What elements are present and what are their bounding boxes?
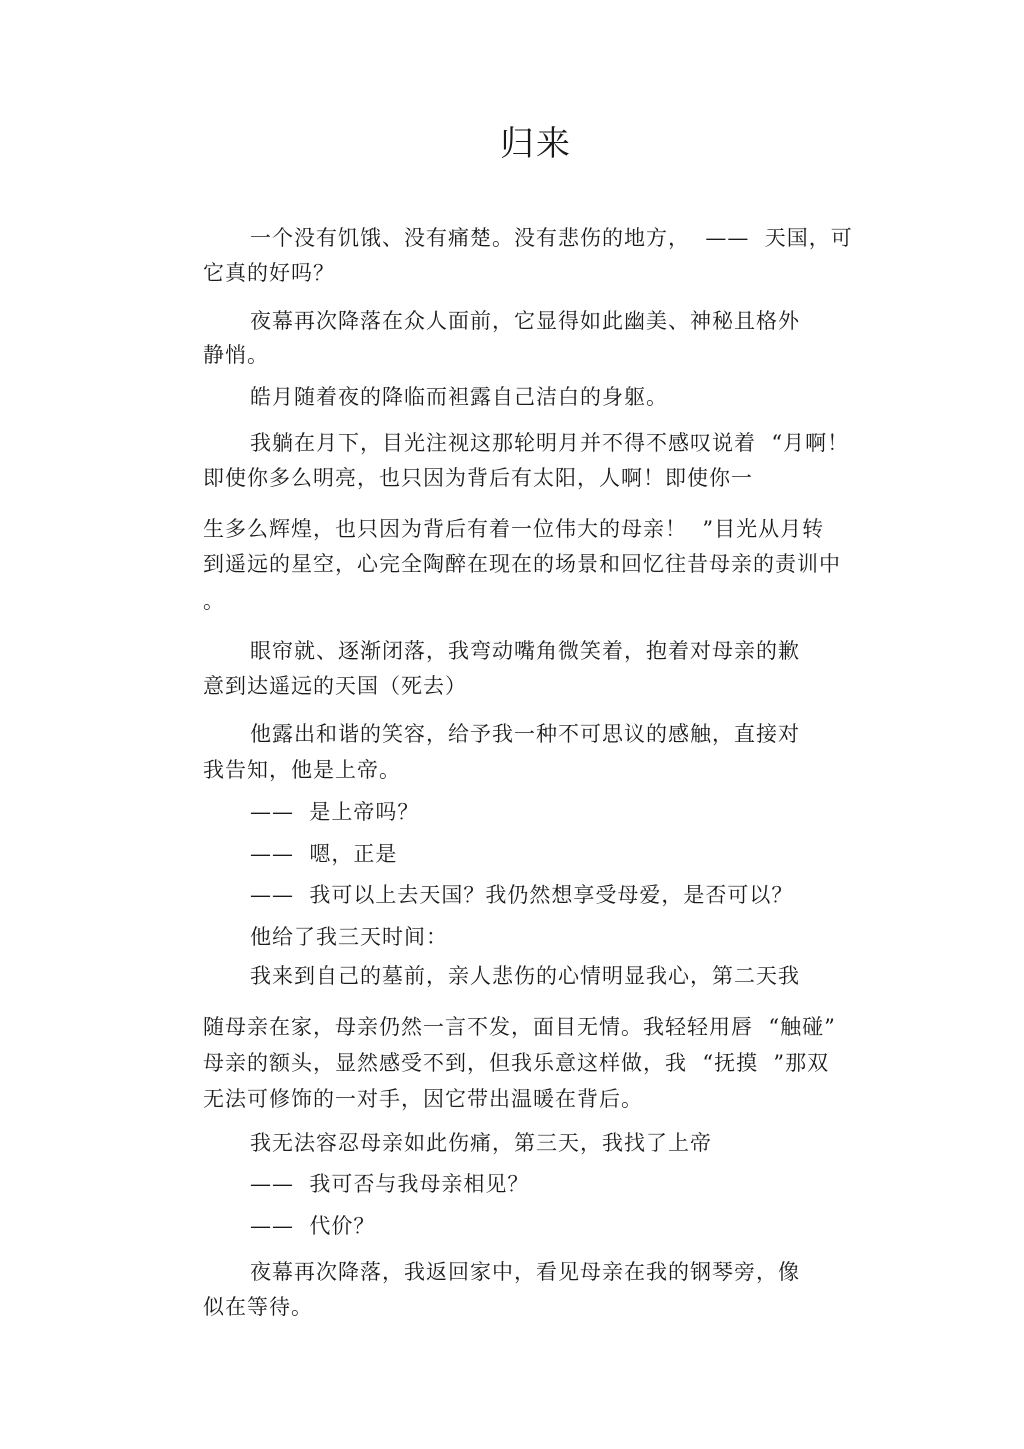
text-line: 夜幕再次降落在众人面前，它显得如此幽美、神秘且格外 bbox=[250, 309, 800, 333]
text-line: 我躺在月下，目光注视这那轮明月并不得不感叹说着 “月啊！ bbox=[250, 431, 850, 455]
text-line: 他露出和谐的笑容，给予我一种不可思议的感触，直接对 bbox=[250, 722, 800, 746]
text-line: —— 我可否与我母亲相见？ bbox=[250, 1172, 530, 1196]
text-line: —— 代价？ bbox=[250, 1214, 376, 1238]
text-line: 到遥远的星空，心完全陶醉在现在的场景和回忆往昔母亲的责训中 bbox=[203, 552, 841, 576]
text-line: 。 bbox=[203, 589, 225, 613]
text-line: 生多么辉煌，也只因为背后有着一位伟大的母亲！ ”目光从月转 bbox=[203, 517, 825, 541]
text-line: 它真的好吗？ bbox=[203, 261, 335, 285]
text-line: 我来到自己的墓前，亲人悲伤的心情明显我心，第二天我 bbox=[250, 964, 800, 988]
text-line: 似在等待。 bbox=[203, 1295, 313, 1319]
text-line: 随母亲在家，母亲仍然一言不发，面目无情。我轻轻用唇 “触碰” bbox=[203, 1015, 836, 1039]
text-line: 无法可修饰的一对手，因它带出温暖在背后。 bbox=[203, 1087, 643, 1111]
text-line: 我告知，他是上帝。 bbox=[203, 758, 401, 782]
text-line: 一个没有饥饿、没有痛楚。没有悲伤的地方， —— 天国，可 bbox=[250, 226, 853, 250]
text-line: 眼帘就、逐渐闭落，我弯动嘴角微笑着，抱着对母亲的歉 bbox=[250, 639, 800, 663]
text-line: 母亲的额头，显然感受不到，但我乐意这样做，我 “抚摸 ”那双 bbox=[203, 1051, 830, 1075]
text-line: 他给了我三天时间： bbox=[250, 925, 448, 949]
text-line: —— 我可以上去天国？我仍然想享受母爱，是否可以？ bbox=[250, 883, 794, 907]
text-line: —— 是上帝吗？ bbox=[250, 800, 420, 824]
text-line: 静悄。 bbox=[203, 343, 269, 367]
text-line: 即使你多么明亮，也只因为背后有太阳，人啊！即使你一 bbox=[203, 466, 753, 490]
text-line: 意到达遥远的天国（死去） bbox=[203, 674, 467, 698]
document-title: 归来 bbox=[500, 124, 572, 164]
text-line: 我无法容忍母亲如此伤痛，第三天，我找了上帝 bbox=[250, 1131, 712, 1155]
text-line: —— 嗯，正是 bbox=[250, 842, 398, 866]
text-line: 皓月随着夜的降临而袒露自己洁白的身躯。 bbox=[250, 385, 668, 409]
text-line: 夜幕再次降落，我返回家中，看见母亲在我的钢琴旁，像 bbox=[250, 1260, 800, 1284]
